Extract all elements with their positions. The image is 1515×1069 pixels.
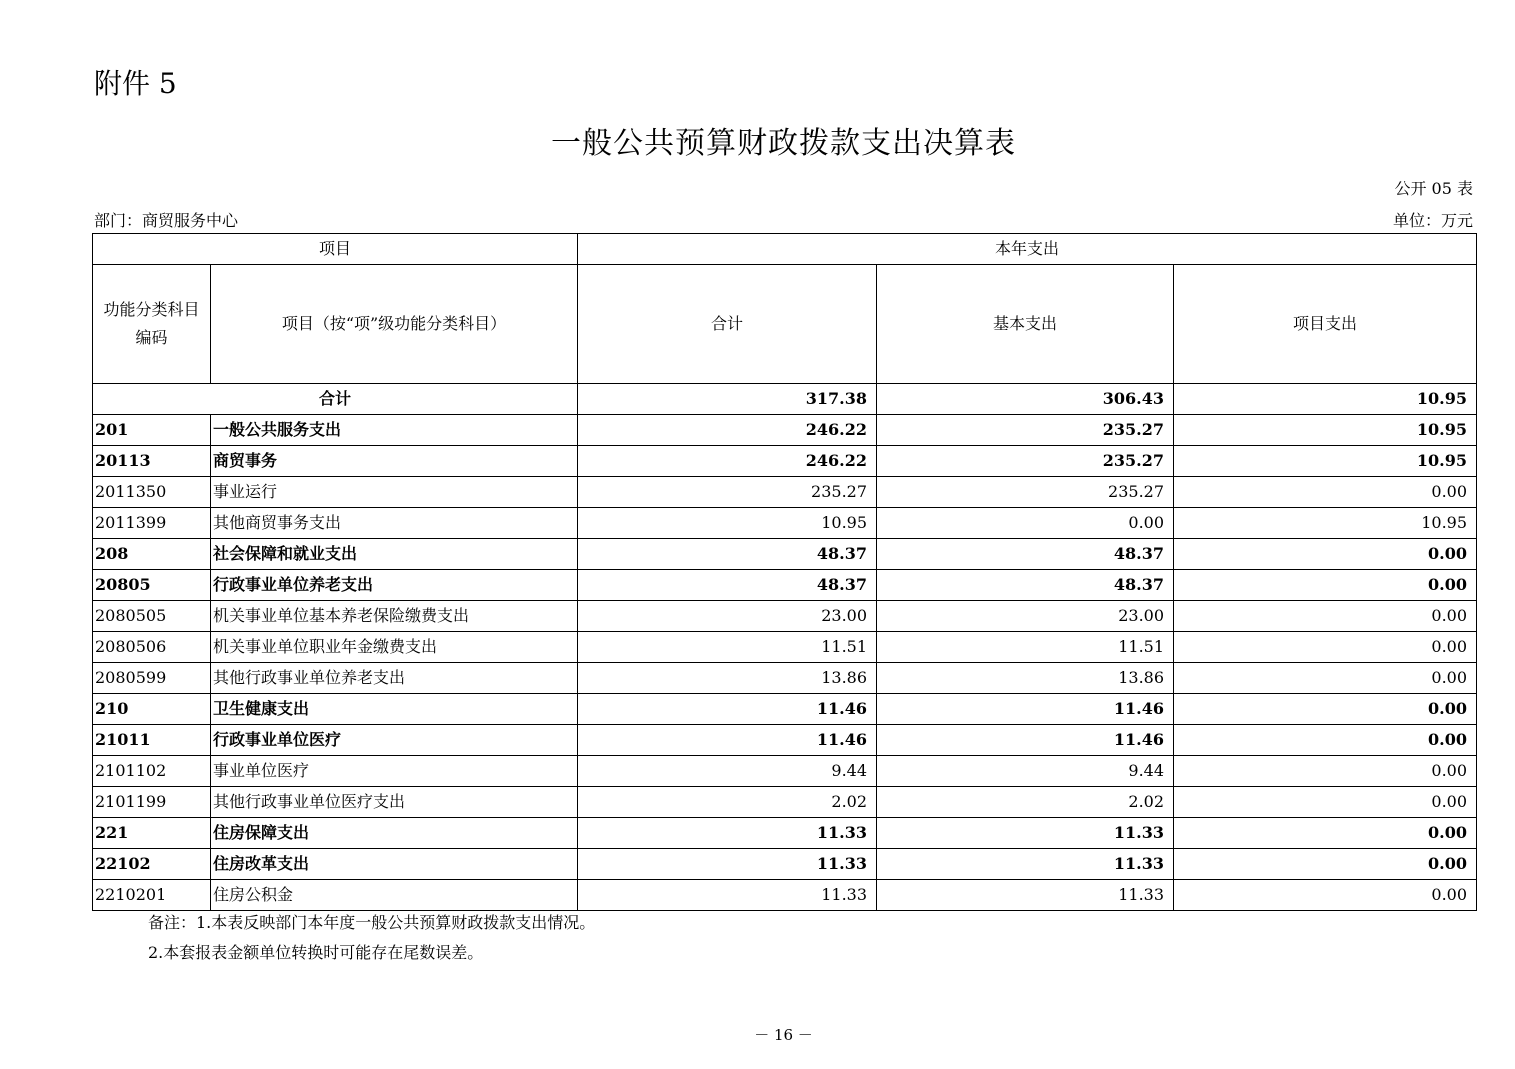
page-number: － 16 － (754, 1026, 813, 1044)
table-row (93, 601, 1477, 632)
row-name: 社会保障和就业支出 (211, 539, 578, 570)
row-basic: 235.27 (877, 415, 1174, 446)
row-code: 2101199 (93, 787, 211, 818)
header-current-year: 本年支出 (578, 234, 1477, 265)
table-row (93, 570, 1477, 601)
row-total: 23.00 (578, 601, 877, 632)
row-project: 0.00 (1174, 601, 1477, 632)
header-code: 功能分类科目编码 (93, 265, 211, 384)
row-name: 事业运行 (211, 477, 578, 508)
header-basic: 基本支出 (877, 265, 1174, 384)
row-code: 2101102 (93, 756, 211, 787)
row-name: 其他商贸事务支出 (211, 508, 578, 539)
table-row (93, 663, 1477, 694)
row-name: 行政事业单位医疗 (211, 725, 578, 756)
table-code: 公开 05 表 (1394, 179, 1473, 198)
row-project: 10.95 (1174, 446, 1477, 477)
row-basic: 11.33 (877, 849, 1174, 880)
row-total: 11.33 (578, 849, 877, 880)
row-code: 2080599 (93, 663, 211, 694)
table-row (93, 477, 1477, 508)
row-code: 2011399 (93, 508, 211, 539)
table-row (93, 539, 1477, 570)
row-code: 20113 (93, 446, 211, 477)
row-total: 48.37 (578, 539, 877, 570)
row-project: 0.00 (1174, 539, 1477, 570)
row-total: 11.46 (578, 725, 877, 756)
row-code: 21011 (93, 725, 211, 756)
page-title: 一般公共预算财政拨款支出决算表 (551, 126, 1016, 161)
row-name: 一般公共服务支出 (211, 415, 578, 446)
row-total: 246.22 (578, 446, 877, 477)
row-basic: 9.44 (877, 756, 1174, 787)
table-row (93, 508, 1477, 539)
row-total: 9.44 (578, 756, 877, 787)
expenditure-table (92, 233, 1477, 911)
row-project: 0.00 (1174, 632, 1477, 663)
unit-label: 单位：万元 (1392, 211, 1473, 230)
row-basic: 48.37 (877, 570, 1174, 601)
row-project: 0.00 (1174, 756, 1477, 787)
table-row (93, 694, 1477, 725)
row-basic: 11.33 (877, 818, 1174, 849)
note-1: 备注：1.本表反映部门本年度一般公共预算财政拨款支出情况。 (148, 913, 596, 932)
table-row (93, 787, 1477, 818)
table-row (93, 756, 1477, 787)
row-project: 0.00 (1174, 818, 1477, 849)
row-total: 246.22 (578, 415, 877, 446)
row-total: 11.33 (578, 880, 877, 911)
row-code: 22102 (93, 849, 211, 880)
row-project: 0.00 (1174, 477, 1477, 508)
row-code: 210 (93, 694, 211, 725)
row-total: 2.02 (578, 787, 877, 818)
row-code: 201 (93, 415, 211, 446)
row-name: 其他行政事业单位养老支出 (211, 663, 578, 694)
row-code: 2011350 (93, 477, 211, 508)
row-code: 2080506 (93, 632, 211, 663)
row-basic: 11.33 (877, 880, 1174, 911)
row-total: 11.51 (578, 632, 877, 663)
table-row (93, 446, 1477, 477)
row-basic: 11.46 (877, 694, 1174, 725)
row-project: 0.00 (1174, 849, 1477, 880)
total-label: 合计 (93, 384, 578, 415)
header-row-1 (93, 234, 1477, 265)
row-basic: 13.86 (877, 663, 1174, 694)
row-project: 10.95 (1174, 415, 1477, 446)
row-basic: 235.27 (877, 446, 1174, 477)
row-total: 13.86 (578, 663, 877, 694)
header-total: 合计 (578, 265, 877, 384)
table-row (93, 415, 1477, 446)
header-project: 项目支出 (1174, 265, 1477, 384)
header-row-2 (93, 265, 1477, 384)
row-total: 10.95 (578, 508, 877, 539)
row-name: 行政事业单位养老支出 (211, 570, 578, 601)
row-total: 235.27 (578, 477, 877, 508)
table-row (93, 632, 1477, 663)
row-name: 机关事业单位职业年金缴费支出 (211, 632, 578, 663)
row-total: 11.46 (578, 694, 877, 725)
table-row (93, 880, 1477, 911)
row-basic: 11.51 (877, 632, 1174, 663)
row-basic: 0.00 (877, 508, 1174, 539)
row-total: 11.33 (578, 818, 877, 849)
row-total: 48.37 (578, 570, 877, 601)
row-code: 221 (93, 818, 211, 849)
attachment-label: 附件 5 (94, 67, 177, 100)
department-label: 部门：商贸服务中心 (94, 211, 239, 230)
row-name: 住房公积金 (211, 880, 578, 911)
total-project: 10.95 (1174, 384, 1477, 415)
row-code: 20805 (93, 570, 211, 601)
row-code: 2080505 (93, 601, 211, 632)
row-project: 0.00 (1174, 570, 1477, 601)
row-name: 商贸事务 (211, 446, 578, 477)
row-basic: 2.02 (877, 787, 1174, 818)
total-sum: 317.38 (578, 384, 877, 415)
total-row (93, 384, 1477, 415)
row-project: 0.00 (1174, 787, 1477, 818)
row-basic: 23.00 (877, 601, 1174, 632)
row-project: 0.00 (1174, 880, 1477, 911)
row-name: 事业单位医疗 (211, 756, 578, 787)
header-name: 项目（按“项”级功能分类科目） (211, 265, 578, 384)
row-code: 2210201 (93, 880, 211, 911)
row-code: 208 (93, 539, 211, 570)
row-name: 住房改革支出 (211, 849, 578, 880)
table-row (93, 818, 1477, 849)
row-project: 0.00 (1174, 694, 1477, 725)
note-2: 2.本套报表金额单位转换时可能存在尾数误差。 (148, 943, 484, 962)
table-row (93, 849, 1477, 880)
row-project: 0.00 (1174, 663, 1477, 694)
total-basic: 306.43 (877, 384, 1174, 415)
row-project: 0.00 (1174, 725, 1477, 756)
header-item: 项目 (93, 234, 578, 265)
row-name: 住房保障支出 (211, 818, 578, 849)
row-name: 机关事业单位基本养老保险缴费支出 (211, 601, 578, 632)
row-basic: 235.27 (877, 477, 1174, 508)
row-project: 10.95 (1174, 508, 1477, 539)
row-name: 其他行政事业单位医疗支出 (211, 787, 578, 818)
table-row (93, 725, 1477, 756)
row-basic: 11.46 (877, 725, 1174, 756)
row-name: 卫生健康支出 (211, 694, 578, 725)
row-basic: 48.37 (877, 539, 1174, 570)
